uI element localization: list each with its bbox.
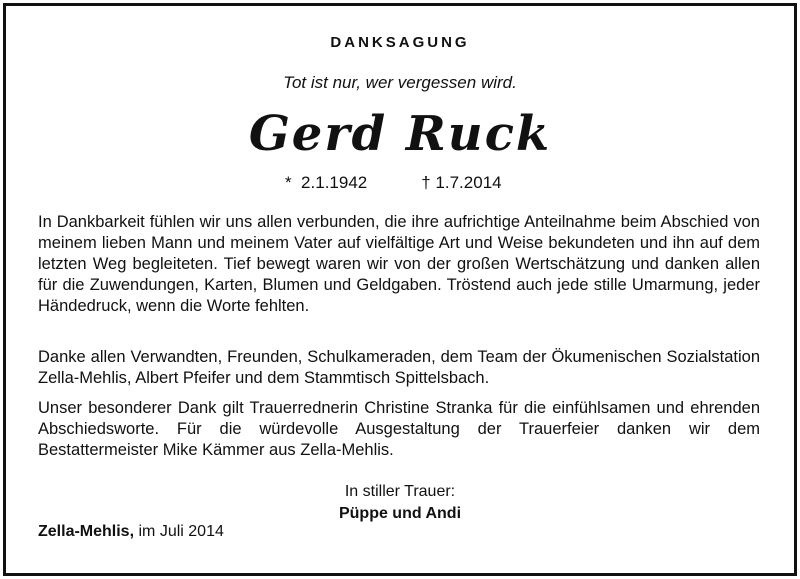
paragraph-thanks-speaker: Unser besonderer Dank gilt Trauerrednerin Christine Stranka für die einfühlsamen und ehrenden Abschiedsworte. Für die würdevolle Ausgestaltung der Trauerfeier danken wir dem Bestattermeister Mike Kämmer aus Zella-Mehlis.: [38, 399, 760, 459]
deceased-name: Gerd Ruck: [248, 106, 552, 162]
notice-heading: DANKSAGUNG: [330, 34, 470, 51]
closing-block: [0, 481, 800, 525]
life-dates: [285, 173, 502, 193]
signers: Püppe und Andi: [338, 505, 462, 522]
paragraph-gratitude: In Dankbarkeit fühlen wir uns allen verbunden, die ihre aufrichtige Anteilnahme beim Abschied von meinem lieben Mann und meinem Vater auf vielfältige Art und Weise bekundeten und ihn auf dem letzten Weg begleiteten. Tief bewegt waren wir von der großen Wertschätzung und danken allen für die Zuwendungen, Karten, Blumen und Geldgaben. Tröstend auch jede stille Umarmung, jeder Händedruck, wenn die Worte fehlten.: [38, 213, 760, 315]
closing-line: In stiller Trauer:: [344, 483, 456, 500]
place-date: [38, 523, 224, 541]
birth-date: * 2.1.1942: [285, 173, 368, 192]
place: Zella-Mehlis,: [38, 523, 135, 540]
paragraph-thanks-relatives: Danke allen Verwandten, Freunden, Schulkameraden, dem Team der Ökumenischen Sozialstation Zella-Mehlis, Albert Pfeifer und dem Stammtisch Spittelsbach.: [38, 348, 760, 387]
death-date: † 1.7.2014: [421, 173, 502, 192]
motto: Tot ist nur, wer vergessen wird.: [283, 73, 517, 92]
date: im Juli 2014: [138, 523, 224, 540]
